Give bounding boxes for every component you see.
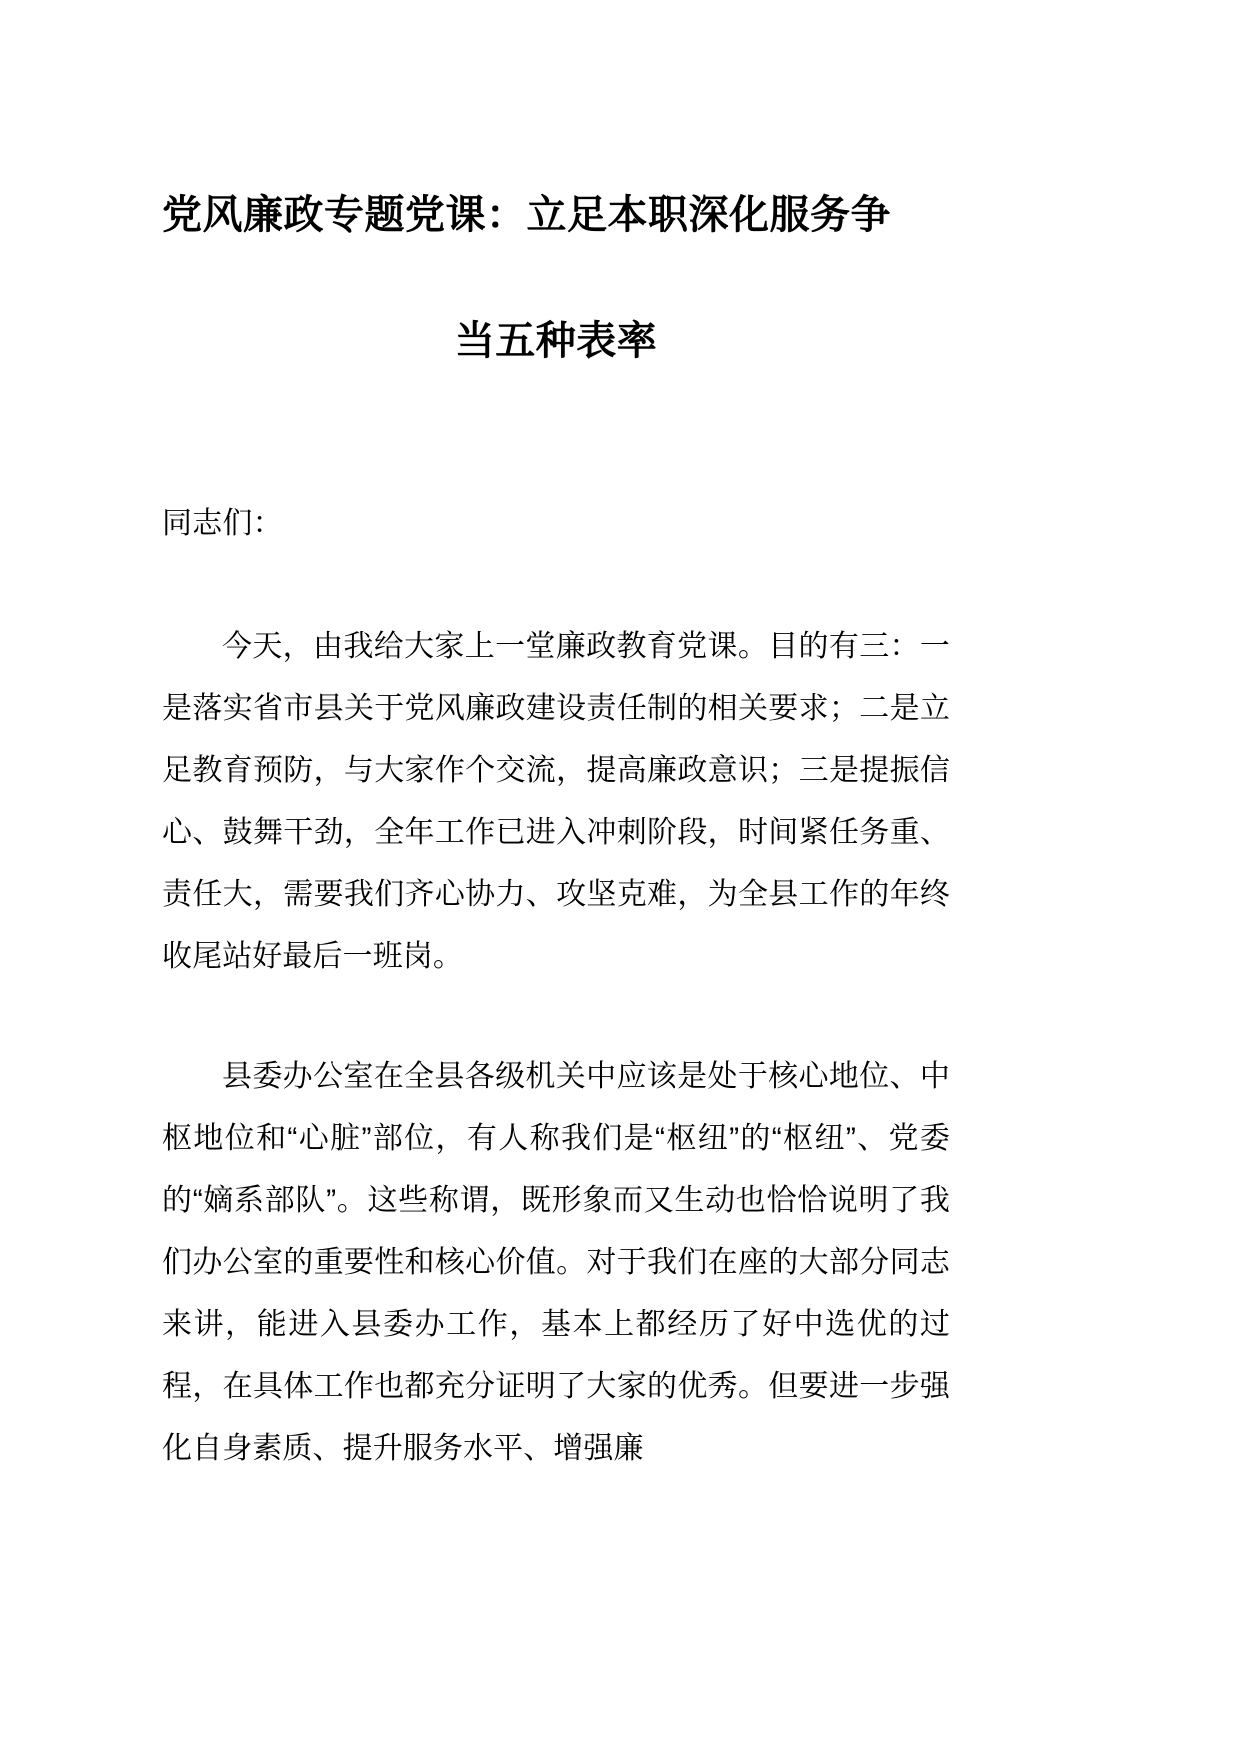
salutation: 同志们： — [162, 507, 283, 540]
page-title-line-1: 党风廉政专题党课：立足本职深化服务争 — [162, 193, 891, 237]
page-title-line-2: 当五种表率 — [454, 319, 658, 363]
body-paragraph-1: 今天，由我给大家上一堂廉政教育党课。目的有三：一是落实省市县关于党风廉政建设责任制的相关要求；二是立足教育预防，与大家作个交流，提高廉政意识；三是提振信心、鼓舞干劲，全年工作已进入冲刺阶段，时间紧任务重、责任大，需要我们齐心协力、攻坚克难，为全县工作的年终收尾站好最后一班岗。 — [162, 630, 950, 973]
document-content — [162, 0, 950, 1480]
page-title — [162, 0, 950, 404]
body-paragraph-2: 县委办公室在全县各级机关中应该是处于核心地位、中枢地位和“心脏”部位，有人称我们是“枢纽”的“枢纽”、党委的“嫡系部队”。这些称谓，既形象而又生动也恰恰说明了我们办公室的重要性和核心价值。对于我们在座的大部分同志来讲，能进入县委办工作，基本上都经历了好中选优的过程，在具体工作也都充分证明了大家的优秀。但要进一步强化自身素质、提升服务水平、增强廉 — [162, 1060, 950, 1465]
